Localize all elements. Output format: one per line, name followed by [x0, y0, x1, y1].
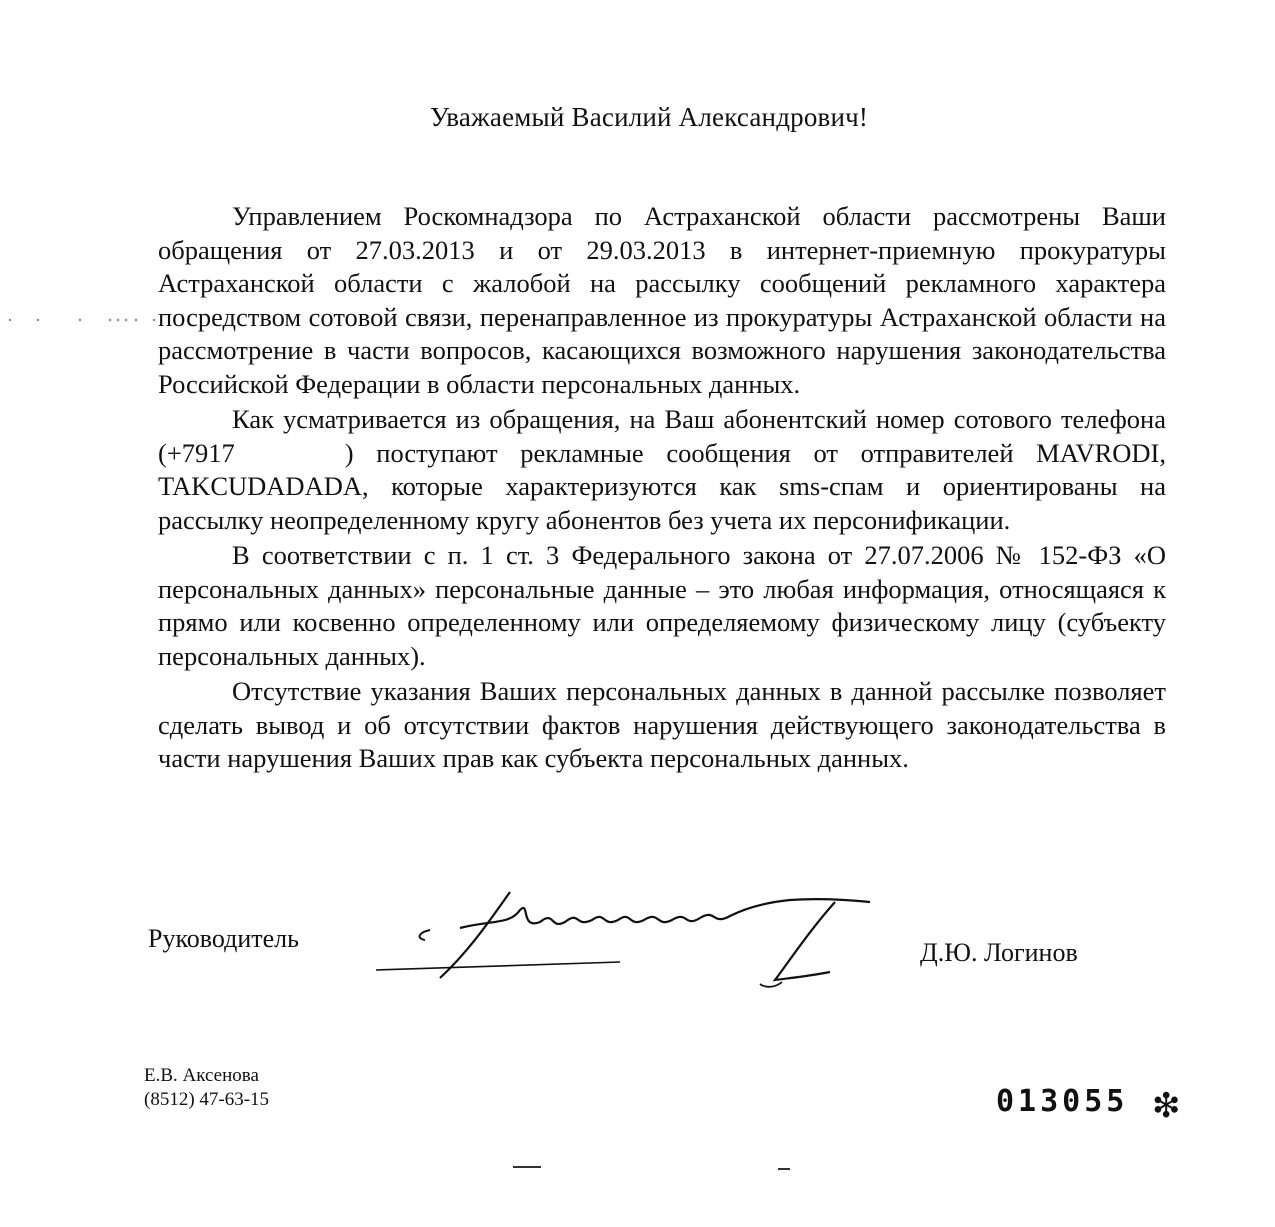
scan-mark [778, 1168, 790, 1170]
paragraph-conclusion [158, 675, 1166, 776]
executor-name: Е.В. Аксенова [144, 1065, 259, 1086]
executor-block [144, 1064, 269, 1112]
executor-phone: (8512) 47-63-15 [144, 1089, 270, 1110]
paragraph-text: Управлением Роскомнадзора по Астраханской области рассмотрены Ваши обращения от 27.03.2013 и от 29.03.2013 в интернет-приемную прокуратуры Астраханской области с жалобой на рассылку сообщений рекламного характера посредством сотовой связи, перенаправленное из прокуратуры Астраханской области на рассмотрение в части вопросов, касающихся возможного нарушения законодательства Российской Федерации в области персональных данных. [158, 201, 1166, 399]
letter-body [158, 200, 1166, 778]
handwritten-signature [370, 880, 890, 1000]
paragraph-text: Как усматривается из обращения, на Ваш абонентский номер сотового телефона (+7917 [158, 404, 1166, 468]
paragraph-complaint [158, 403, 1166, 537]
paragraph-law [158, 539, 1166, 673]
paragraph-text: Отсутствие указания Ваших персональных данных в данной рассылке позволяет сделать вывод и об отсутствии фактов нарушения действующего законодательства в части нарушения Ваших прав как субъекта персональных данных. [158, 676, 1166, 773]
document-number: 013055 [996, 1084, 1129, 1119]
paragraph-text: В соответствии с п. 1 ст. 3 Федерального закона от 27.07.2006 № 152-ФЗ «О персональных данных» персональные данные – это любая информация, относящаяся к прямо или косвенно определенному или определяемому физическому лицу (субъекту персональных данных). [158, 540, 1166, 671]
signatory-name: Д.Ю. Логинов [920, 938, 1078, 967]
paragraph-text-continued: ) поступают рекламные сообщения от отправителей MAVRODI, TAKCUDADADA, которые характеризуются как sms-спам и ориентированы на рассылку неопределенному кругу абонентов без учета их персонификации. [158, 437, 1166, 535]
signatory-title: Руководитель [148, 924, 299, 953]
scan-noise [6, 317, 166, 323]
paragraph-review [158, 200, 1166, 401]
letter-greeting: Уважаемый Василий Александрович! [430, 102, 869, 132]
signature-row [0, 880, 1275, 1000]
asterisk-mark-icon: ❇ [1152, 1086, 1181, 1126]
scan-mark [513, 1166, 541, 1168]
